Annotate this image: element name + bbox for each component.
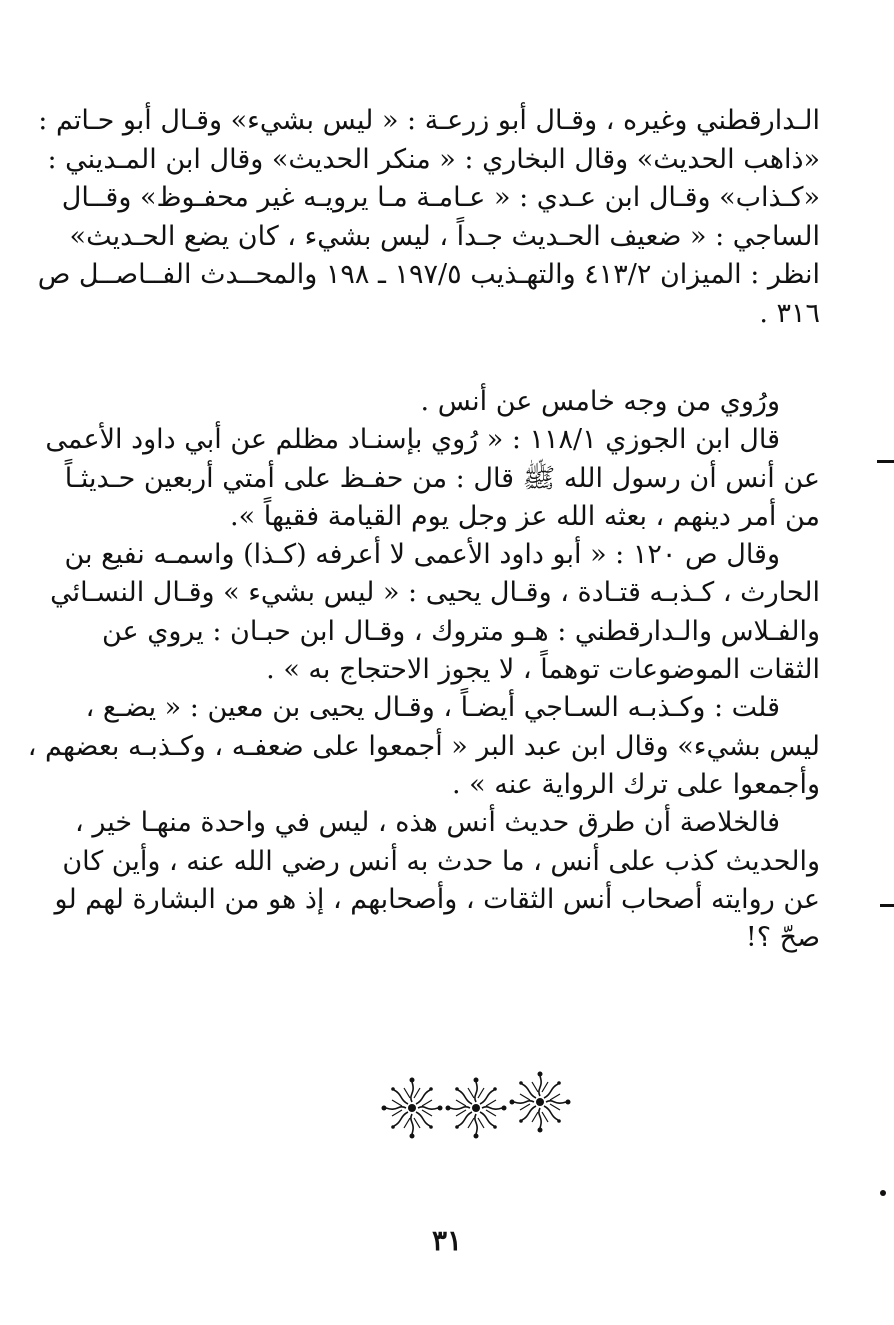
paragraph-4-line-2: ليس بشيء» وقال ابن عبد البر « أجمعوا على ضعفـه ، وكـذبـه بعضهم ، (27, 730, 820, 762)
scan-edge-mark (880, 1190, 886, 1196)
footnote-line-3: «كـذاب» وقـال ابن عـدي : « عـامـة مـا يرويـه غير محفـوظ» وقــال (61, 182, 820, 213)
paragraph-4-line-1: قلت : وكـذبـه السـاجي أيضـاً ، وقـال يحيى بن معين : « يضـع ، (85, 692, 780, 724)
main-text (27, 383, 820, 957)
paragraph-5-line-2: والحديث كذب على أنس ، ما حدث به أنس رضي الله عنه ، وأين كان (62, 845, 820, 877)
paragraph-2-line-2: عن أنس أن رسول الله ﷺ قال : من حفـظ على أمتي أربعين حـديثـاً (64, 462, 820, 494)
footnote-line-6: ٣١٦ . (759, 297, 820, 329)
paragraph-2-line-1: قال ابن الجوزي ١١٨/١ : « رُوي بإسنـاد مظلم عن أبي داود الأعمى (45, 424, 780, 456)
paragraph-5-line-1: فالخلاصة أن طرق حديث أنس هذه ، ليس في واحدة منهـا خير ، (75, 807, 780, 839)
paragraph-3-line-1: وقال ص ١٢٠ : « أبو داود الأعمى لا أعرفه (كـذا) واسمـه نفيع بن (64, 539, 780, 571)
paragraph-5-line-3: عن روايته أصحاب أنس الثقات ، وأصحابهم ، إذ هو من البشارة لهم لو (54, 883, 820, 915)
footnote-continuation (37, 102, 820, 333)
page-number: ٣١ (431, 1224, 463, 1257)
paragraph-3-line-4: الثقات الموضوعات توهماً ، لا يجوز الاحتجاج به » . (266, 654, 820, 686)
paragraph-3-line-3: والفـلاس والـدارقطني : هـو متروك ، وقـال ابن حبـان : يروي عن (101, 615, 820, 647)
footnote-line-2: «ذاهب الحديث» وقال البخاري : « منكر الحديث» وقال ابن المـديني : (47, 143, 820, 175)
paragraph-3-line-2: الحارث ، كـذبـه قتـادة ، وقـال يحيى : « ليس بشيء » وقـال النسـائي (50, 577, 820, 609)
scan-edge-mark (877, 460, 894, 463)
scan-edge-mark (880, 904, 894, 907)
footnote-line-1: الـدارقطني وغيره ، وقـال أبو زرعـة : « ليس بشيء» وقـال أبو حـاتم : (38, 105, 820, 136)
paragraph-5-line-4: صحّ ؟! (745, 922, 820, 954)
footnote-line-5: انظر : الميزان ٤١٣/٢ والتهـذيب ١٩٧/٥ ـ ١٩٨ والمحــدث الفــاصــل ص (37, 259, 820, 290)
floral-ornament-icon (378, 1070, 574, 1142)
paragraph-2-line-3: من أمر دينهم ، بعثه الله عز وجل يوم القيامة فقيهاً ». (230, 500, 820, 532)
paragraph-1-line-1: ورُوي من وجه خامس عن أنس . (420, 386, 780, 417)
paragraph-4-line-3: وأجمعوا على ترك الرواية عنه » . (451, 768, 820, 800)
footnote-line-4: الساجي : « ضعيف الحـديث جـداً ، ليس بشيء ، كان يضع الحـديث» (69, 220, 820, 252)
